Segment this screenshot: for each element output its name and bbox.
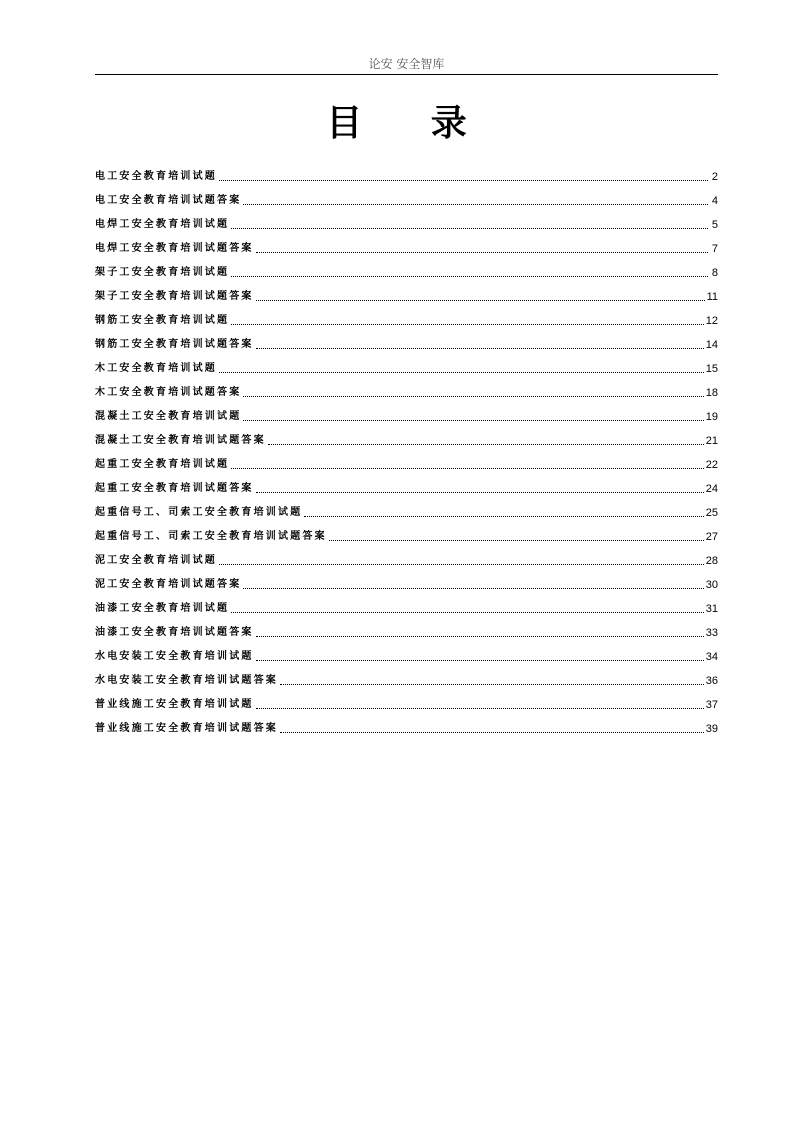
toc-entry-label[interactable]: 木工安全教育培训试题: [95, 363, 217, 374]
toc-entry-page-number[interactable]: 18: [705, 387, 718, 399]
toc-entry-label[interactable]: 油漆工安全教育培训试题答案: [95, 627, 254, 638]
toc-entry-page-number[interactable]: 33: [705, 627, 718, 639]
toc-entry-label[interactable]: 起重信号工、司索工安全教育培训试题: [95, 507, 303, 518]
header-rule: [95, 74, 718, 75]
toc-entry[interactable]: [95, 619, 718, 643]
toc-entry-page-number[interactable]: 27: [705, 531, 718, 543]
toc-entry[interactable]: [95, 307, 718, 331]
toc-entry-label[interactable]: 电焊工安全教育培训试题: [95, 219, 230, 230]
toc-dot-leader: [231, 276, 708, 277]
toc-dot-leader: [256, 708, 704, 709]
toc-entry-label[interactable]: 架子工安全教育培训试题答案: [95, 291, 254, 302]
toc-entry[interactable]: [95, 355, 718, 379]
toc-dot-leader: [231, 612, 704, 613]
toc-entry[interactable]: [95, 571, 718, 595]
toc-entry-page-number[interactable]: 22: [705, 459, 718, 471]
toc-entry-page-number[interactable]: 2: [711, 171, 718, 183]
toc-entry[interactable]: [95, 211, 718, 235]
page-header: 论安 安全智库: [368, 57, 445, 71]
toc-entry-label[interactable]: 水电安装工安全教育培训试题: [95, 651, 254, 662]
toc-entry-label[interactable]: 起重工安全教育培训试题答案: [95, 483, 254, 494]
toc-entry[interactable]: [95, 331, 718, 355]
toc-entry[interactable]: [95, 643, 718, 667]
toc-entry-label[interactable]: 水电安装工安全教育培训试题答案: [95, 675, 278, 686]
toc-entry[interactable]: [95, 547, 718, 571]
toc-entry[interactable]: [95, 403, 718, 427]
toc-entry-page-number[interactable]: 19: [705, 411, 718, 423]
toc-dot-leader: [243, 588, 703, 589]
toc-dot-leader: [219, 564, 704, 565]
toc-entry-page-number[interactable]: 25: [705, 507, 718, 519]
toc-dot-leader: [219, 372, 704, 373]
toc-entry-label[interactable]: 电焊工安全教育培训试题答案: [95, 243, 254, 254]
toc-entry[interactable]: [95, 283, 718, 307]
toc-dot-leader: [256, 492, 704, 493]
toc-dot-leader: [256, 636, 704, 637]
toc-dot-leader: [280, 732, 704, 733]
toc-dot-leader: [243, 396, 703, 397]
toc-entry-label[interactable]: 起重工安全教育培训试题: [95, 459, 230, 470]
toc-dot-leader: [231, 228, 708, 229]
toc-entry-page-number[interactable]: 12: [705, 315, 718, 327]
toc-entry[interactable]: [95, 691, 718, 715]
toc-entry[interactable]: [95, 379, 718, 403]
toc-dot-leader: [231, 324, 704, 325]
toc-entry-page-number[interactable]: 30: [705, 579, 718, 591]
toc-entry-label[interactable]: 油漆工安全教育培训试题: [95, 603, 230, 614]
toc-entry-label[interactable]: 普业线施工安全教育培训试题答案: [95, 723, 278, 734]
toc-entry-page-number[interactable]: 15: [705, 363, 718, 375]
toc-dot-leader: [304, 516, 703, 517]
toc-entry-page-number[interactable]: 14: [705, 339, 718, 351]
toc-entry[interactable]: [95, 475, 718, 499]
toc-entry-page-number[interactable]: 21: [705, 435, 718, 447]
toc-dot-leader: [243, 420, 703, 421]
toc-entry-label[interactable]: 架子工安全教育培训试题: [95, 267, 230, 278]
toc-dot-leader: [329, 540, 704, 541]
toc-title: 目 录: [326, 103, 495, 144]
toc-entry[interactable]: [95, 499, 718, 523]
toc-entry[interactable]: [95, 235, 718, 259]
toc-entry-label[interactable]: 起重信号工、司索工安全教育培训试题答案: [95, 531, 327, 542]
toc-entry[interactable]: [95, 451, 718, 475]
toc-dot-leader: [243, 204, 708, 205]
toc-entry-page-number[interactable]: 34: [705, 651, 718, 663]
toc-entry[interactable]: [95, 427, 718, 451]
toc-entry-page-number[interactable]: 11: [706, 291, 718, 303]
toc-entry[interactable]: [95, 259, 718, 283]
toc-entry-page-number[interactable]: 36: [705, 675, 718, 687]
toc-dot-leader: [256, 300, 705, 301]
toc-entry-page-number[interactable]: 39: [705, 723, 718, 735]
toc-entry-label[interactable]: 混凝土工安全教育培训试题答案: [95, 435, 266, 446]
toc-entry-page-number[interactable]: 4: [711, 195, 718, 207]
toc-entry-label[interactable]: 泥工安全教育培训试题: [95, 555, 217, 566]
toc-entry-page-number[interactable]: 24: [705, 483, 718, 495]
table-of-contents: [95, 163, 718, 739]
toc-dot-leader: [280, 684, 704, 685]
toc-entry-label[interactable]: 电工安全教育培训试题: [95, 171, 217, 182]
toc-entry[interactable]: [95, 163, 718, 187]
toc-entry-page-number[interactable]: 31: [705, 603, 718, 615]
toc-dot-leader: [231, 468, 704, 469]
toc-entry-label[interactable]: 普业线施工安全教育培训试题: [95, 699, 254, 710]
toc-entry-label[interactable]: 木工安全教育培训试题答案: [95, 387, 242, 398]
toc-entry-label[interactable]: 电工安全教育培训试题答案: [95, 195, 242, 206]
toc-dot-leader: [256, 348, 704, 349]
toc-dot-leader: [268, 444, 704, 445]
toc-entry-label[interactable]: 钢筋工安全教育培训试题答案: [95, 339, 254, 350]
toc-entry-label[interactable]: 钢筋工安全教育培训试题: [95, 315, 230, 326]
toc-entry[interactable]: [95, 187, 718, 211]
toc-entry-page-number[interactable]: 37: [705, 699, 718, 711]
toc-entry[interactable]: [95, 715, 718, 739]
toc-entry-page-number[interactable]: 7: [711, 243, 718, 255]
toc-entry-label[interactable]: 混凝土工安全教育培训试题: [95, 411, 242, 422]
toc-entry[interactable]: [95, 667, 718, 691]
toc-entry[interactable]: [95, 595, 718, 619]
toc-entry-page-number[interactable]: 28: [705, 555, 718, 567]
toc-entry-page-number[interactable]: 8: [711, 267, 718, 279]
toc-entry-label[interactable]: 泥工安全教育培训试题答案: [95, 579, 242, 590]
toc-dot-leader: [219, 180, 708, 181]
toc-dot-leader: [256, 252, 708, 253]
toc-dot-leader: [256, 660, 704, 661]
toc-entry-page-number[interactable]: 5: [711, 219, 718, 231]
toc-entry[interactable]: [95, 523, 718, 547]
